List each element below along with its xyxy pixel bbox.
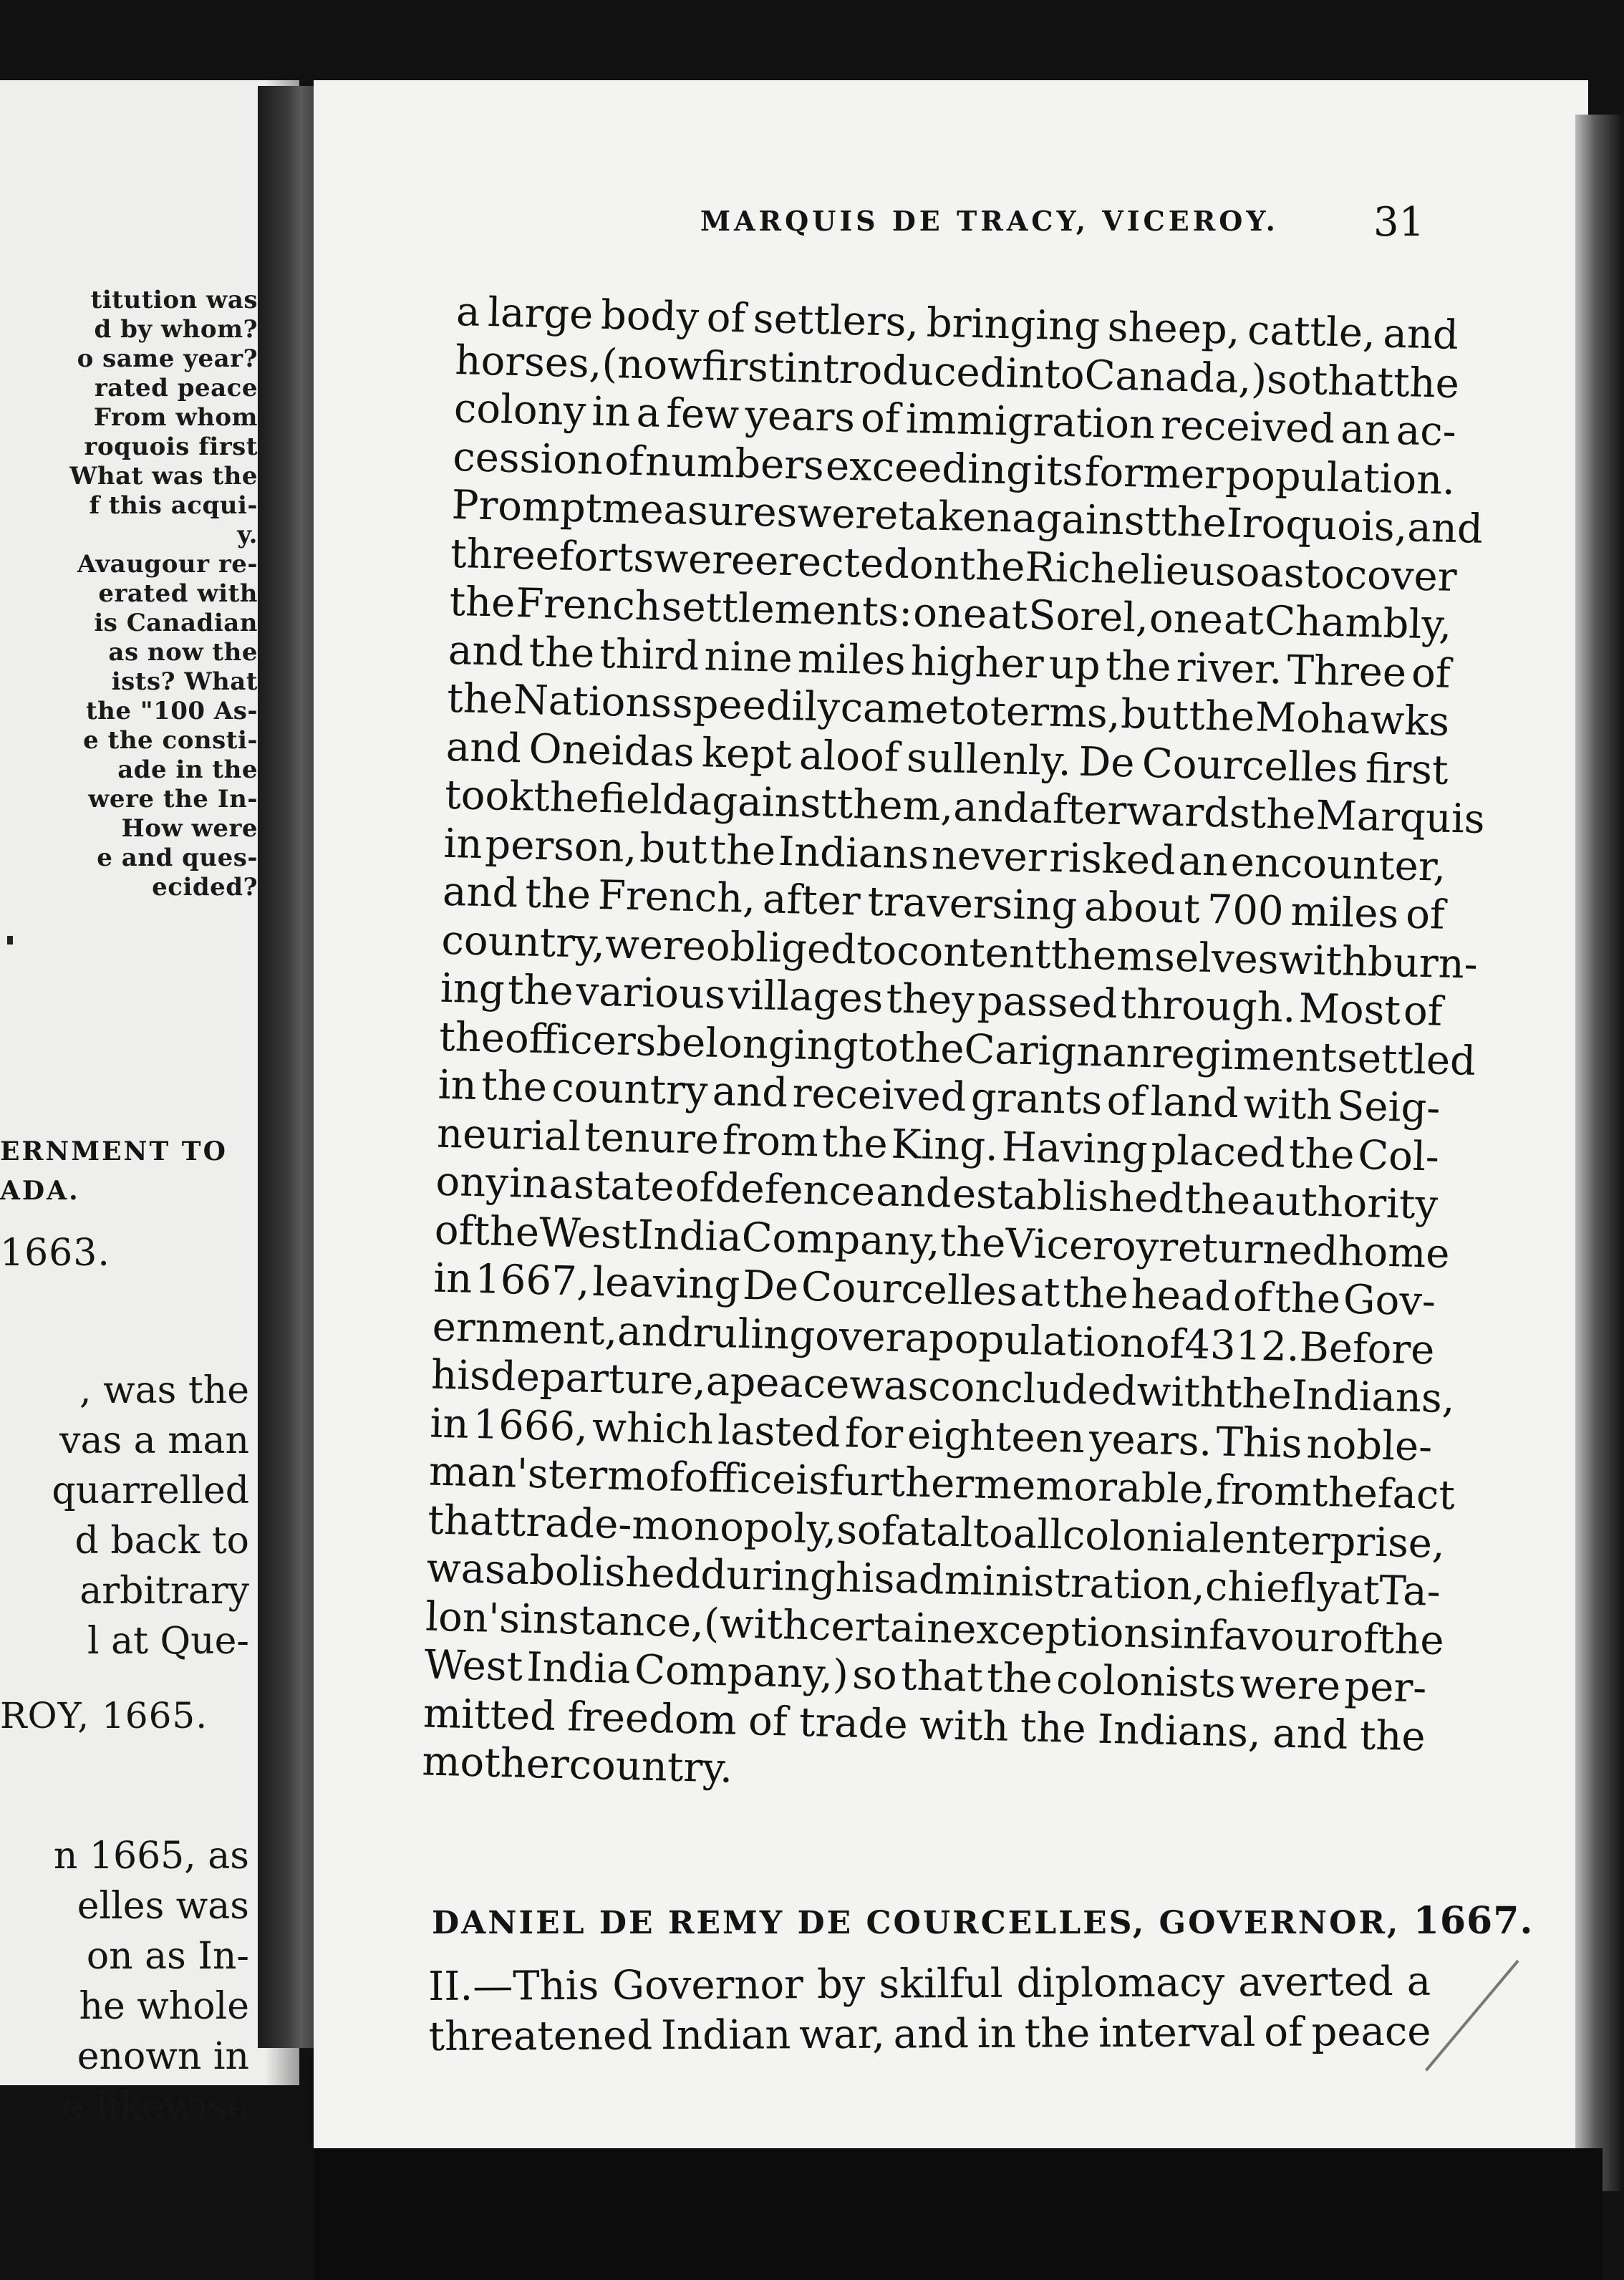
body-line: West India Company,) so that the colonists were per- xyxy=(423,1641,1427,1712)
question-line: rated peace xyxy=(94,374,258,402)
question-line: roquois first xyxy=(84,433,258,461)
question-line: o same year? xyxy=(77,344,258,373)
body-line: lon's instance, (with certain exceptions in favour of the xyxy=(425,1593,1445,1664)
body-line: Prompt measures were taken against the Iroquois, and xyxy=(451,481,1484,553)
left-text-line: n 1665, as xyxy=(53,1835,249,1878)
left-page-questions xyxy=(0,286,258,902)
left-text-line: quarrelled xyxy=(52,1469,249,1512)
question-line: is Canadian xyxy=(94,609,258,637)
left-text-line: he whole xyxy=(79,1985,249,2028)
body-line: ernment, and ruling over a population of 4312. Before xyxy=(432,1303,1436,1374)
left-text-line: d back to xyxy=(74,1520,249,1562)
question-line: y. xyxy=(237,521,258,549)
question-line: How were xyxy=(121,814,258,843)
left-page-text-2 xyxy=(0,1831,249,2132)
section-heading xyxy=(432,1899,1534,1943)
body-line: colony in a few years of immigration received an ac- xyxy=(453,385,1457,455)
page-number: 31 xyxy=(1373,199,1425,246)
running-head: MARQUIS DE TRACY, VICEROY. xyxy=(700,205,1279,237)
scan-bottom-shadow xyxy=(314,2148,1603,2280)
body-line: that trade-monopoly, so fatal to all colonial enterprise, xyxy=(427,1497,1446,1568)
question-line: Avaugour re- xyxy=(77,550,258,579)
section-paragraph xyxy=(428,1957,1431,2062)
body-line: ony in a state of defence and established the authority xyxy=(435,1158,1439,1229)
left-text-line: enown in xyxy=(77,2035,249,2078)
body-line: in person, but the Indians never risked an encounter, xyxy=(443,820,1446,891)
body-line: in 1666, which lasted for eighteen years. This noble- xyxy=(429,1400,1433,1471)
body-line: and the French, after traversing about 700 miles of xyxy=(442,868,1446,939)
body-line: country, were obliged to content themselves with burn- xyxy=(440,917,1479,988)
section-heading-title: DANIEL DE REMY DE COURCELLES, GOVERNOR, xyxy=(432,1905,1401,1941)
question-line: as now the xyxy=(108,638,258,667)
body-line: horses, (now first introduced into Canada,) so that the xyxy=(454,337,1460,407)
body-line: took the field against them, and afterwards the Marquis xyxy=(444,771,1486,844)
body-line: ing the various villages they passed through. Most of xyxy=(440,965,1444,1035)
page-edge xyxy=(1575,115,1624,2191)
question-line: From whom xyxy=(93,403,258,432)
left-page xyxy=(0,80,299,2128)
question-line: e and ques- xyxy=(97,844,258,872)
section-heading-year: 1667. xyxy=(1413,1899,1534,1943)
body-line: mother country. xyxy=(421,1738,733,1792)
section-line: threatened Indian war, and in the interval of peace xyxy=(428,2008,1431,2060)
left-page-text xyxy=(0,1366,249,1666)
body-line: the French settlements: one at Sorel, one at Chambly, xyxy=(448,578,1453,649)
question-line: were the In- xyxy=(88,785,258,813)
question-line: ists? What xyxy=(111,667,258,696)
body-line: three forts were erected on the Richelieu so as to cover xyxy=(450,530,1458,601)
question-line: erated with xyxy=(98,579,258,608)
ink-speck xyxy=(7,936,13,945)
body-line: in the country and received grants of land with Seig- xyxy=(438,1061,1441,1132)
body-line: of the West India Company, the Viceroy returned home xyxy=(434,1207,1451,1277)
left-text-line: vas a man xyxy=(59,1419,249,1462)
left-section-heading-2: ROY, 1665. xyxy=(0,1695,208,1736)
body-line: was abolished during his administration, chiefly at Ta- xyxy=(426,1545,1441,1615)
left-section-year: 1663. xyxy=(0,1232,110,1275)
body-line: and Oneidas kept aloof sullenly. De Courcelles first xyxy=(445,723,1449,794)
question-line: e the consti- xyxy=(83,726,258,755)
left-section-heading-line1: ERNMENT TO xyxy=(0,1136,228,1166)
body-line: mitted freedom of trade with the Indians, and the xyxy=(422,1689,1426,1760)
body-line: his departure, a peace was concluded with the Indians, xyxy=(430,1351,1456,1423)
body-line: a large body of settlers, bringing sheep, cattle, and xyxy=(455,288,1459,359)
body-line: man's term of office is further memorable, from the fact xyxy=(428,1448,1456,1520)
right-page xyxy=(314,80,1588,2157)
left-text-line: on as In- xyxy=(86,1935,249,1978)
left-section-heading-line2: ADA. xyxy=(0,1176,80,1206)
body-line: in 1667, leaving De Courcelles at the head of the Gov- xyxy=(432,1255,1436,1325)
left-text-line: arbitrary xyxy=(79,1570,249,1613)
body-line: and the third nine miles higher up the river. Three of xyxy=(448,627,1451,697)
question-line: titution was xyxy=(90,286,258,314)
body-line: neurial tenure from the King. Having placed the Col- xyxy=(436,1110,1440,1181)
question-line: ecided? xyxy=(152,873,258,902)
body-line: the officers belonging to the Carignan regiment settled xyxy=(438,1013,1476,1085)
question-line: ade in the xyxy=(117,755,258,784)
left-text-line: elles was xyxy=(77,1885,249,1928)
question-line: f this acqui- xyxy=(89,491,258,520)
section-line: II.—This Governor by skilful diplomacy averted a xyxy=(428,1958,1431,2010)
question-line: the "100 As- xyxy=(85,697,258,725)
left-text-line: , was the xyxy=(79,1369,249,1412)
body-line: the Nations speedily came to terms, but the Mohawks xyxy=(446,675,1450,745)
left-text-line: e likewise xyxy=(62,2085,249,2128)
left-text-line: l at Que- xyxy=(87,1620,249,1663)
question-line: What was the xyxy=(69,462,258,491)
question-line: d by whom? xyxy=(94,315,258,344)
body-line: cession of numbers exceeding its former population. xyxy=(452,433,1456,504)
body-paragraph xyxy=(421,288,1486,1810)
